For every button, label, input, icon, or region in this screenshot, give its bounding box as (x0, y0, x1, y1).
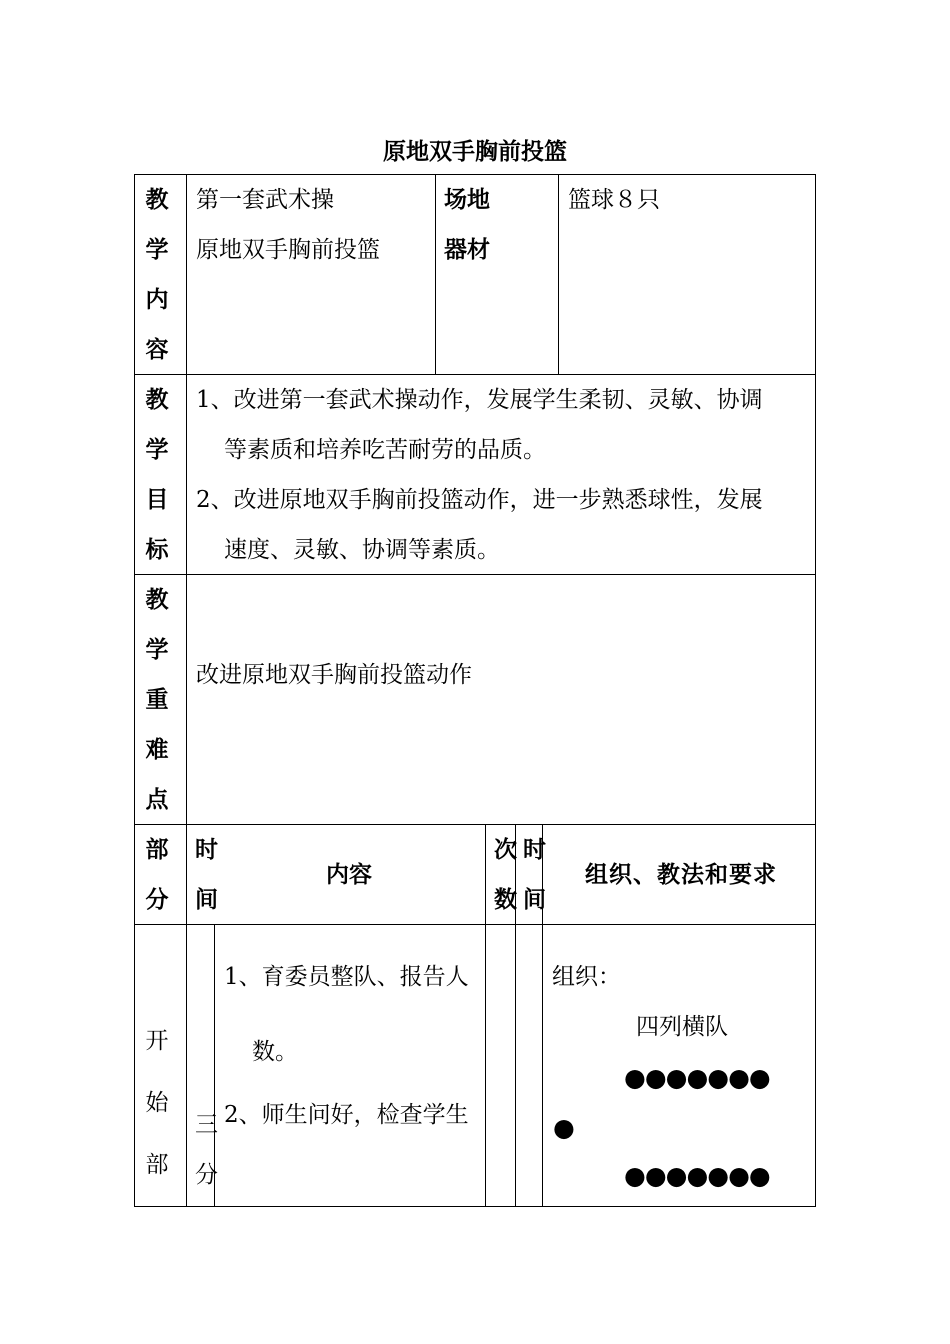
header-content: 内容 (326, 862, 372, 888)
goal-2-line-1: 2、改进原地双手胸前投篮动作，进一步熟悉球性，发展 (196, 487, 763, 513)
student-dots-row-2: ●●●●●●● (624, 1161, 770, 1190)
row-label-goals: 教 学 目 标 (145, 387, 169, 563)
start-time: 三 分 (195, 1112, 218, 1188)
header-time-2: 时 间 (523, 837, 546, 913)
start-part-label: 开 始 部 (145, 1028, 169, 1178)
venue-label-2: 器材 (444, 237, 490, 263)
formation-label: 四列横队 (636, 1014, 728, 1040)
header-organization: 组织、教法和要求 (585, 862, 777, 888)
student-dots-row-1: ●●●●●●● (624, 1063, 770, 1092)
label-column-divider (186, 174, 187, 1207)
content-line-2: 原地双手胸前投篮 (196, 237, 380, 263)
header-part: 部 分 (145, 837, 169, 913)
venue-label-1: 场地 (444, 187, 490, 213)
goal-1-line-2: 等素质和培养吃苦耐劳的品质。 (224, 437, 546, 463)
table-border-bottom (134, 1206, 816, 1207)
row-label-key-points: 教 学 重 难 点 (145, 587, 169, 813)
goal-2-line-2: 速度、灵敏、协调等素质。 (224, 537, 500, 563)
start-item-2-line-1: 2、师生问好，检查学生 (224, 1102, 469, 1128)
row-divider-4 (134, 924, 816, 925)
start-item-1-line-2: 数。 (252, 1039, 298, 1065)
row-divider-3 (134, 824, 816, 825)
content-line-1: 第一套武术操 (196, 187, 334, 213)
venue-right-divider (558, 174, 559, 375)
teacher-dot: ● (553, 1113, 574, 1142)
organization-label: 组织： (552, 964, 621, 990)
table-border-right (815, 174, 816, 1207)
row-label-content: 教 学 内 容 (145, 187, 169, 363)
header-count: 次 数 (494, 837, 517, 913)
table-border-left (134, 174, 135, 1207)
start-item-1-line-1: 1、育委员整队、报告人 (224, 964, 469, 990)
venue-value: 篮球８只 (568, 187, 660, 213)
page-title: 原地双手胸前投篮 (383, 139, 567, 165)
content-column-divider (485, 824, 486, 1207)
header-time: 时 间 (195, 837, 218, 913)
key-points-text: 改进原地双手胸前投篮动作 (196, 662, 472, 688)
goal-1-line-1: 1、改进第一套武术操动作，发展学生柔韧、灵敏、协调 (196, 387, 763, 413)
venue-left-divider (435, 174, 436, 375)
